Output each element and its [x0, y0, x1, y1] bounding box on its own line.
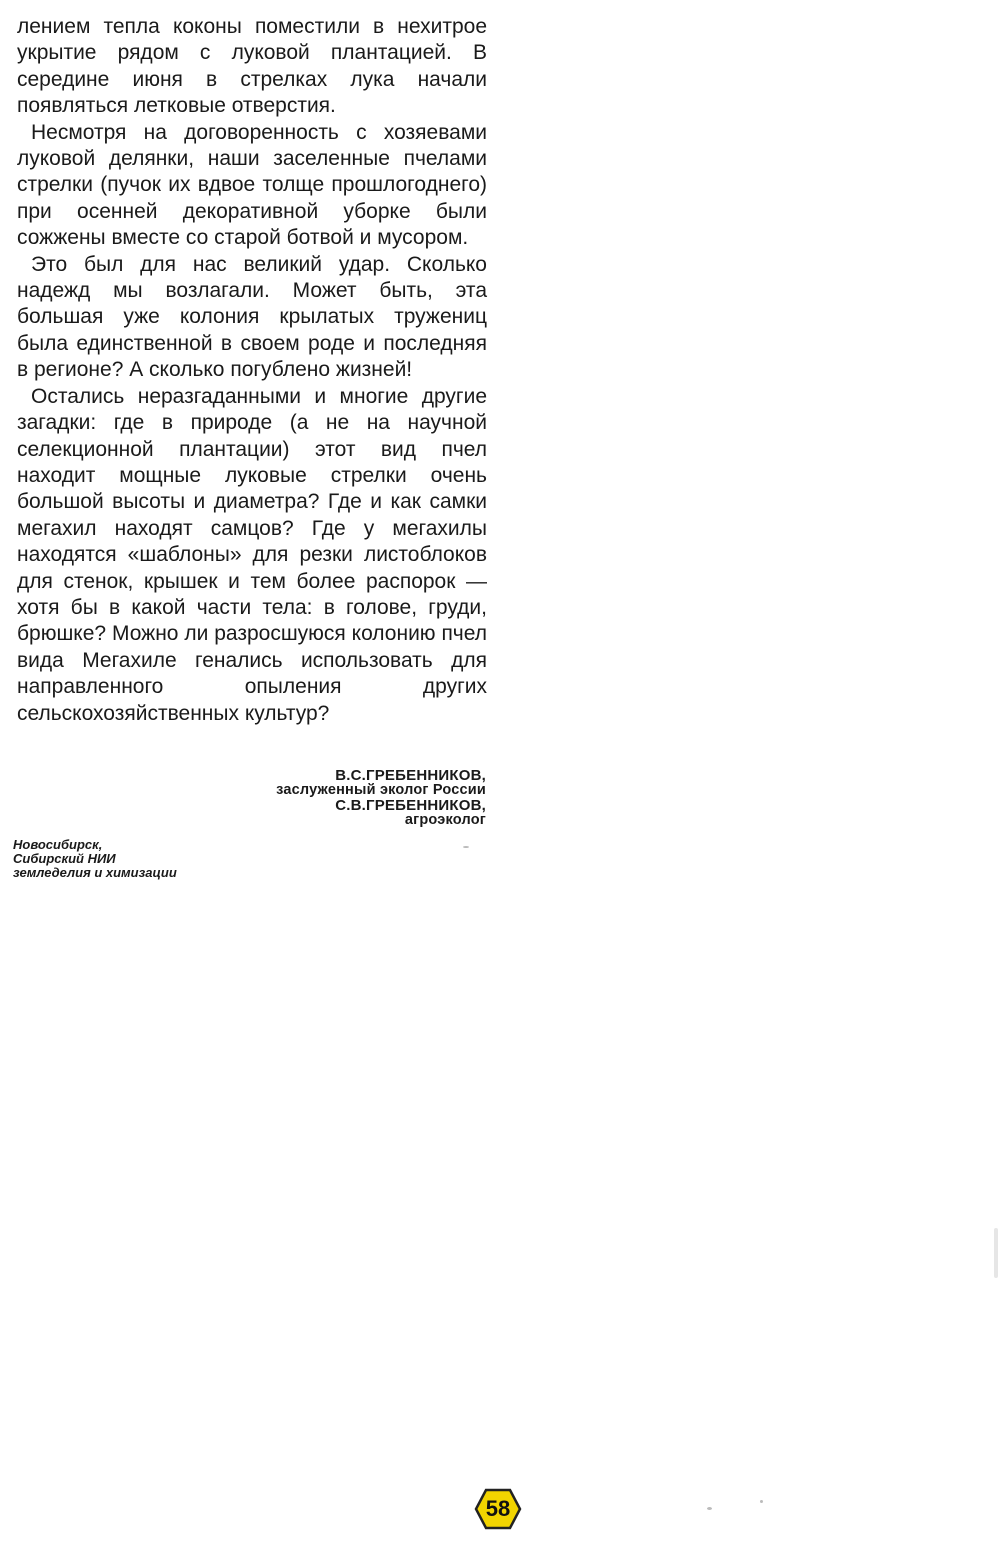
article-paragraph: Остались неразгаданными и многие другие загадки: где в природе (а не на научной селекционной плантации) этот вид пчел находит мощные луковые стрелки очень большой высоты и диаметра? Где и как самки мегахил находят самцов? Где у мегахилы находятся «шаблоны» для резки листоблоков для стенок, крышек и тем более распорок — хотя бы в какой части тела: в голове, груди, брюшке? Можно ли разросшуюся колонию пчел вида Мегахиле генались использовать для направленного опыления других сельскохозяйственных культур?	[17, 384, 487, 725]
article-body	[17, 14, 487, 727]
page-number-badge	[474, 1488, 522, 1530]
author-1-name: В.С.ГРЕБЕННИКОВ,	[335, 767, 486, 784]
author-1-title: заслуженный эколог России	[276, 782, 486, 798]
scan-speck	[707, 1507, 712, 1510]
affiliation-institute: Сибирский НИИ	[13, 851, 116, 866]
article-paragraph: Несмотря на договоренность с хозяевами луковой делянки, наши заселенные пчелами стрелки (пучок их вдвое толще прошлогоднего) при осенней декоративной уборке были сожжены вместе со старой ботвой и мусором.	[17, 120, 487, 250]
author-signature	[276, 768, 486, 828]
page-number: 58	[485, 1496, 511, 1521]
scan-speck	[760, 1500, 763, 1503]
affiliation-city: Новосибирск,	[13, 837, 103, 852]
scan-speck	[463, 846, 469, 848]
affiliation-department: земледелия и химизации	[13, 865, 177, 880]
author-affiliation	[13, 838, 177, 880]
author-2-title: агроэколог	[404, 812, 486, 828]
scan-edge-shadow	[994, 1228, 998, 1278]
article-paragraph: лением тепла коконы поместили в нехитрое укрытие рядом с луковой плантацией. В середине июня в стрелках лука начали появляться летковые отверстия.	[17, 15, 487, 118]
author-2-name: С.В.ГРЕБЕННИКОВ,	[335, 797, 486, 814]
article-paragraph: Это был для нас великий удар. Сколько надежд мы возлагали. Может быть, эта большая уже колония крылатых тружениц была единственной в своем роде и последняя в регионе? А сколько погублено жизней!	[17, 252, 487, 382]
